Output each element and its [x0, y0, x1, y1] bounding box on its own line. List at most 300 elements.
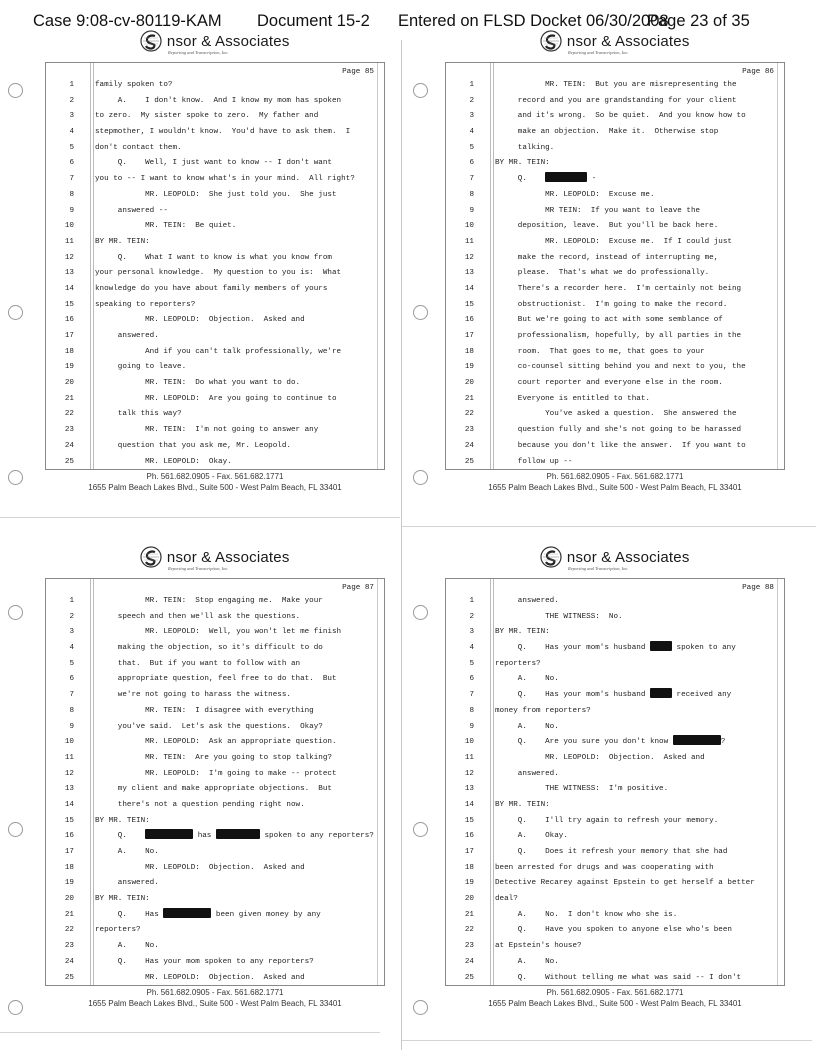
line-text-segment: A. I don't know. And I know my mom has spoken	[95, 96, 342, 105]
line-text	[95, 439, 291, 455]
line-text-segment: been given money by any	[211, 910, 321, 919]
line-text-segment: don't contact them.	[95, 143, 182, 152]
line-text	[95, 876, 159, 892]
transcript-line	[446, 861, 786, 877]
line-text-segment: deal?	[495, 895, 518, 904]
line-text	[95, 594, 323, 610]
line-number: 16	[64, 316, 74, 325]
transcript-page-85	[36, 24, 394, 498]
transcript-line	[446, 594, 786, 610]
line-text-segment: BY MR. TEIN:	[95, 816, 150, 825]
line-number: 19	[464, 879, 474, 888]
transcript-line	[446, 329, 786, 345]
transcript-line	[46, 282, 386, 298]
line-text	[95, 735, 337, 751]
line-number: 8	[469, 190, 474, 199]
transcript-line	[446, 439, 786, 455]
transcript-line	[446, 313, 786, 329]
line-number: 23	[464, 426, 474, 435]
line-text	[95, 720, 323, 736]
entered-date: Entered on FLSD Docket 06/30/2008	[398, 12, 669, 30]
transcript-line	[446, 219, 786, 235]
redaction-bar	[216, 829, 260, 839]
binder-hole-mark	[413, 470, 428, 485]
transcript-line	[446, 188, 786, 204]
transcript-line	[46, 641, 386, 657]
transcript-line	[46, 423, 386, 439]
line-text-segment: family spoken to?	[95, 81, 173, 89]
line-text-segment: MR. LEOPOLD: Ask an appropriate question.	[95, 738, 337, 747]
line-text	[95, 156, 332, 172]
line-number: 6	[69, 675, 74, 684]
line-text-segment: Q. Has	[95, 910, 164, 919]
line-number: 17	[64, 848, 74, 856]
line-number: 4	[469, 128, 474, 137]
transcript-line	[446, 625, 786, 641]
line-text	[495, 94, 737, 110]
line-text	[495, 298, 727, 314]
transcript-line	[46, 219, 386, 235]
line-text-segment: deposition, leave. But you'll be back here.	[495, 222, 719, 231]
transcript-line	[446, 610, 786, 626]
line-text-segment: A. No.	[495, 722, 559, 731]
line-text	[495, 172, 596, 188]
line-text-segment: -	[587, 175, 597, 184]
transcript-line	[46, 455, 386, 471]
transcript-line	[46, 892, 386, 908]
transcript-line	[46, 688, 386, 704]
line-text-segment: follow up --	[495, 457, 573, 466]
reporter-tagline: Reporting and Transcription, Inc.	[568, 566, 629, 571]
line-text	[95, 782, 332, 798]
line-text	[495, 329, 741, 345]
binder-hole-mark	[8, 470, 23, 485]
line-number: 3	[69, 112, 74, 121]
line-text	[95, 939, 159, 955]
line-number: 13	[64, 269, 74, 278]
line-text	[95, 251, 332, 267]
line-number: 7	[69, 175, 74, 184]
line-text-segment: Q.	[95, 832, 146, 841]
line-text	[95, 423, 318, 439]
line-text	[495, 688, 731, 704]
line-number: 5	[469, 143, 474, 152]
line-text-segment: reporters?	[495, 659, 541, 668]
transcript-line	[46, 610, 386, 626]
line-text-segment: been arrested for drugs and was cooperating with	[495, 863, 714, 872]
transcript-line	[46, 923, 386, 939]
line-text	[95, 955, 314, 971]
line-number: 2	[469, 612, 474, 621]
line-text-segment: because you don't like the answer. If you want to	[495, 441, 746, 450]
binder-hole-mark	[413, 83, 428, 98]
line-number: 13	[464, 269, 474, 278]
line-number: 10	[464, 738, 474, 747]
line-text	[95, 204, 168, 220]
line-text	[495, 407, 737, 423]
line-number: 18	[64, 863, 74, 872]
line-number: 13	[464, 785, 474, 794]
line-text	[95, 641, 323, 657]
redaction-bar	[673, 735, 721, 745]
transcript-line	[46, 829, 386, 845]
transcript-line	[446, 735, 786, 751]
line-text	[495, 751, 705, 767]
line-text	[495, 641, 736, 657]
line-number: 7	[69, 691, 74, 700]
line-number: 14	[64, 284, 74, 293]
transcript-lines	[446, 78, 786, 470]
line-number: 18	[464, 863, 474, 872]
line-text	[495, 188, 655, 204]
line-text	[495, 125, 718, 141]
reporter-logo	[36, 30, 394, 62]
line-number: 22	[464, 926, 474, 935]
line-text-segment: A. No.	[495, 675, 559, 684]
line-text	[495, 423, 741, 439]
line-text	[95, 313, 305, 329]
transcript-line	[446, 251, 786, 267]
transcript-line	[46, 251, 386, 267]
reporter-address: 1655 Palm Beach Lakes Blvd., Suite 500 - West Palm Beach, FL 33401	[88, 999, 342, 1008]
document-number: Document 15-2	[257, 12, 370, 30]
transcript-line	[446, 876, 786, 892]
line-text-segment: MR. LEOPOLD: Objection. Asked and	[95, 316, 305, 325]
line-number: 15	[64, 816, 74, 825]
transcript-line	[446, 955, 786, 971]
line-text-segment: A. Okay.	[495, 832, 568, 841]
transcript-box	[45, 62, 385, 470]
page-number: Page 85	[342, 68, 374, 76]
transcript-lines	[46, 594, 386, 986]
line-number: 4	[69, 644, 74, 653]
line-number: 1	[69, 81, 74, 89]
line-number: 10	[464, 222, 474, 231]
reporter-logo	[36, 546, 394, 578]
line-text-segment: MR. TEIN: I disagree with everything	[95, 706, 314, 715]
line-text-segment: BY MR. TEIN:	[95, 895, 150, 904]
line-number: 17	[464, 332, 474, 340]
line-number: 19	[64, 363, 74, 372]
transcript-line	[46, 156, 386, 172]
transcript-box	[445, 578, 785, 986]
line-number: 14	[464, 800, 474, 809]
line-text-segment: BY MR. TEIN:	[495, 628, 550, 637]
line-text	[495, 109, 746, 125]
line-number: 21	[464, 394, 474, 403]
line-text	[495, 672, 559, 688]
binder-hole-mark	[8, 305, 23, 320]
reporter-name: nsor & Associates	[166, 548, 290, 566]
line-number: 24	[64, 441, 74, 450]
line-text-segment: Q. Have you spoken to anyone else who's been	[495, 926, 732, 935]
transcript-line	[46, 814, 386, 830]
line-number: 14	[464, 284, 474, 293]
transcript-line	[446, 360, 786, 376]
line-text	[495, 251, 718, 267]
transcript-line	[46, 939, 386, 955]
line-text-segment: MR. LEOPOLD: Okay.	[95, 457, 232, 466]
line-text-segment: that. But if you want to follow with an	[95, 659, 301, 668]
transcript-line	[446, 782, 786, 798]
line-text	[495, 360, 746, 376]
transcript-line	[446, 939, 786, 955]
line-number: 8	[69, 190, 74, 199]
line-text-segment: BY MR. TEIN:	[495, 800, 550, 809]
line-number: 8	[469, 706, 474, 715]
line-text	[495, 876, 755, 892]
line-text	[495, 908, 677, 924]
transcript-line	[46, 971, 386, 987]
line-text-segment: MR. TEIN: Do what you want to do.	[95, 379, 301, 388]
line-number: 24	[464, 441, 474, 450]
case-number: Case 9:08-cv-80119-KAM	[33, 12, 222, 30]
reporter-name: nsor & Associates	[566, 548, 690, 566]
line-number: 10	[64, 222, 74, 231]
line-text-segment: THE WITNESS: No.	[495, 612, 623, 621]
line-text-segment: A. No.	[95, 848, 159, 856]
transcript-lines	[446, 594, 786, 986]
line-text-segment: stepmother, I wouldn't know. You'd have to ask them. I	[95, 128, 351, 137]
line-text-segment: professionalism, hopefully, by all parties in the	[495, 332, 742, 340]
transcript-line	[446, 751, 786, 767]
page-of: Page 23 of 35	[647, 12, 750, 30]
line-number: 2	[469, 96, 474, 105]
line-text	[95, 688, 291, 704]
line-text	[495, 235, 732, 251]
transcript-line	[446, 720, 786, 736]
redaction-bar	[163, 908, 211, 918]
line-text-segment: MR. LEOPOLD: Excuse me. If I could just	[495, 237, 732, 246]
line-text-segment: Q. Does it refresh your memory that she had	[495, 848, 728, 856]
transcript-line	[446, 345, 786, 361]
line-text	[495, 861, 714, 877]
transcript-line	[46, 345, 386, 361]
line-text-segment: Q. Are you sure you don't know	[495, 738, 673, 747]
transcript-line	[46, 376, 386, 392]
transcript-line	[46, 407, 386, 423]
line-text	[95, 329, 159, 345]
line-number: 9	[469, 722, 474, 731]
line-number: 11	[464, 753, 474, 762]
line-text-segment: and it's wrong. So be quiet. And you know how to	[495, 112, 746, 121]
line-number: 7	[469, 175, 474, 184]
line-text	[495, 829, 568, 845]
line-text-segment: appropriate question, feel free to do that. But	[95, 675, 337, 684]
line-number: 6	[469, 675, 474, 684]
line-text	[95, 767, 337, 783]
line-number: 9	[69, 722, 74, 731]
transcript-page-87	[36, 540, 394, 1014]
line-text-segment: talking.	[495, 143, 555, 152]
reporter-logo-icon	[140, 30, 162, 52]
transcript-line	[46, 141, 386, 157]
line-text	[495, 767, 559, 783]
line-number: 12	[64, 769, 74, 778]
transcript-line	[446, 266, 786, 282]
line-text-segment: A. No.	[95, 942, 159, 951]
redaction-bar	[545, 172, 587, 182]
line-text-segment: your personal knowledge. My question to you is: What	[95, 269, 342, 278]
transcript-line	[446, 423, 786, 439]
line-text-segment: spoken to any reporters?	[259, 832, 374, 841]
line-text-segment: spoken to any	[671, 644, 736, 653]
line-text	[95, 282, 327, 298]
line-text	[95, 172, 355, 188]
binder-hole-mark	[413, 305, 428, 320]
line-text	[95, 829, 374, 845]
transcript-line	[46, 845, 386, 861]
transcript-line	[446, 829, 786, 845]
line-text	[95, 407, 182, 423]
line-text	[95, 908, 321, 924]
line-text	[95, 360, 186, 376]
line-text	[95, 94, 341, 110]
transcript-lines	[46, 78, 386, 470]
line-text-segment: you to -- I want to know what's in your mind. All right?	[95, 175, 355, 184]
line-text	[95, 610, 300, 626]
line-text-segment: please. That's what we do professionally.	[495, 269, 710, 278]
line-number: 22	[64, 926, 74, 935]
line-text-segment: MR. LEOPOLD: Are you going to continue to	[95, 394, 337, 403]
transcript-line	[46, 704, 386, 720]
transcript-line	[446, 971, 786, 987]
line-text	[95, 625, 341, 641]
line-text-segment: to zero. My sister spoke to zero. My father and	[95, 112, 319, 121]
line-text-segment: record and you are grandstanding for your client	[495, 96, 737, 105]
line-number: 8	[69, 706, 74, 715]
line-text-segment: MR. LEOPOLD: Objection. Asked and	[95, 863, 305, 872]
reporter-tagline: Reporting and Transcription, Inc.	[568, 50, 629, 55]
line-text-segment: knowledge do you have about family members of yours	[95, 284, 328, 293]
page-number: Page 87	[342, 584, 374, 592]
line-text-segment: question that you ask me, Mr. Leopold.	[95, 441, 291, 450]
line-number: 25	[464, 973, 474, 982]
line-number: 1	[469, 597, 474, 605]
reporter-tagline: Reporting and Transcription, Inc.	[168, 50, 229, 55]
transcript-line	[46, 78, 386, 94]
line-text	[495, 735, 725, 751]
transcript-line	[46, 235, 386, 251]
line-number: 9	[69, 206, 74, 215]
binder-hole-mark	[413, 822, 428, 837]
line-text	[495, 845, 727, 861]
line-number: 10	[64, 738, 74, 747]
line-text	[495, 720, 559, 736]
binder-hole-mark	[413, 605, 428, 620]
line-number: 12	[464, 253, 474, 262]
line-text-segment: reporters?	[95, 926, 141, 935]
line-text	[95, 672, 337, 688]
line-text	[495, 892, 518, 908]
transcript-line	[446, 298, 786, 314]
transcript-line	[46, 266, 386, 282]
transcript-line	[446, 455, 786, 471]
line-text-segment: THE WITNESS: I'm positive.	[495, 785, 669, 794]
line-number: 22	[464, 410, 474, 419]
line-text	[95, 892, 150, 908]
line-number: 12	[464, 769, 474, 778]
line-text-segment: You've asked a question. She answered the	[495, 410, 737, 419]
transcript-line	[46, 439, 386, 455]
line-number: 2	[69, 612, 74, 621]
line-text-segment: court reporter and everyone else in the room.	[495, 379, 723, 388]
line-text	[495, 782, 668, 798]
line-text-segment: there's not a question pending right now.	[95, 800, 305, 809]
line-number: 11	[64, 237, 74, 246]
reporter-logo-icon	[140, 546, 162, 568]
line-text-segment: we're not going to harass the witness.	[95, 691, 291, 700]
line-text-segment: MR. TEIN: Are you going to stop talking?	[95, 753, 332, 762]
line-text-segment: MR. TEIN: Be quiet.	[95, 222, 237, 231]
line-number: 5	[69, 659, 74, 668]
line-text	[95, 798, 305, 814]
line-number: 9	[469, 206, 474, 215]
line-number: 20	[464, 895, 474, 904]
line-text-segment: A. No. I don't know who she is.	[495, 910, 678, 919]
line-number: 3	[469, 628, 474, 637]
line-text-segment: MR. TEIN: But you are misrepresenting the	[495, 81, 737, 89]
line-text	[495, 814, 718, 830]
line-text	[495, 955, 559, 971]
line-text-segment: BY MR. TEIN:	[95, 237, 150, 246]
transcript-line	[46, 955, 386, 971]
line-text	[495, 625, 550, 641]
transcript-line	[46, 798, 386, 814]
line-number: 4	[469, 644, 474, 653]
line-text	[495, 156, 550, 172]
line-number: 20	[64, 379, 74, 388]
line-number: 17	[64, 332, 74, 340]
transcript-line	[446, 125, 786, 141]
transcript-line	[446, 156, 786, 172]
transcript-line	[46, 751, 386, 767]
transcript-line	[46, 392, 386, 408]
transcript-page-88	[436, 540, 794, 1014]
line-text-segment: MR. LEOPOLD: I'm going to make -- protect	[95, 769, 337, 778]
line-number: 25	[64, 457, 74, 466]
middle-divider-right	[402, 526, 816, 527]
line-text-segment: answered.	[495, 769, 559, 778]
line-text	[495, 939, 582, 955]
line-number: 15	[464, 816, 474, 825]
line-text-segment: Everyone is entitled to that.	[495, 394, 650, 403]
line-number: 20	[64, 895, 74, 904]
line-number: 25	[64, 973, 74, 982]
line-text-segment: going to leave.	[95, 363, 187, 372]
reporter-logo-icon	[540, 546, 562, 568]
line-text-segment: MR. TEIN: I'm not going to answer any	[95, 426, 319, 435]
line-number: 23	[64, 942, 74, 951]
line-text-segment: MR. TEIN: Stop engaging me. Make your	[95, 597, 323, 605]
line-text-segment: question fully and she's not going to be harassed	[495, 426, 742, 435]
middle-divider-left	[0, 517, 400, 518]
transcript-line	[46, 125, 386, 141]
transcript-line	[446, 141, 786, 157]
line-text-segment: answered.	[495, 597, 559, 605]
line-text-segment: Q. Has your mom's husband	[495, 644, 650, 653]
transcript-page-86	[436, 24, 794, 498]
transcript-line	[46, 188, 386, 204]
line-number: 17	[464, 848, 474, 856]
line-number: 13	[64, 785, 74, 794]
line-text	[95, 298, 195, 314]
line-number: 15	[64, 300, 74, 309]
line-number: 11	[464, 237, 474, 246]
line-text-segment: answered.	[95, 879, 159, 888]
line-text	[495, 219, 718, 235]
line-number: 24	[64, 957, 74, 966]
